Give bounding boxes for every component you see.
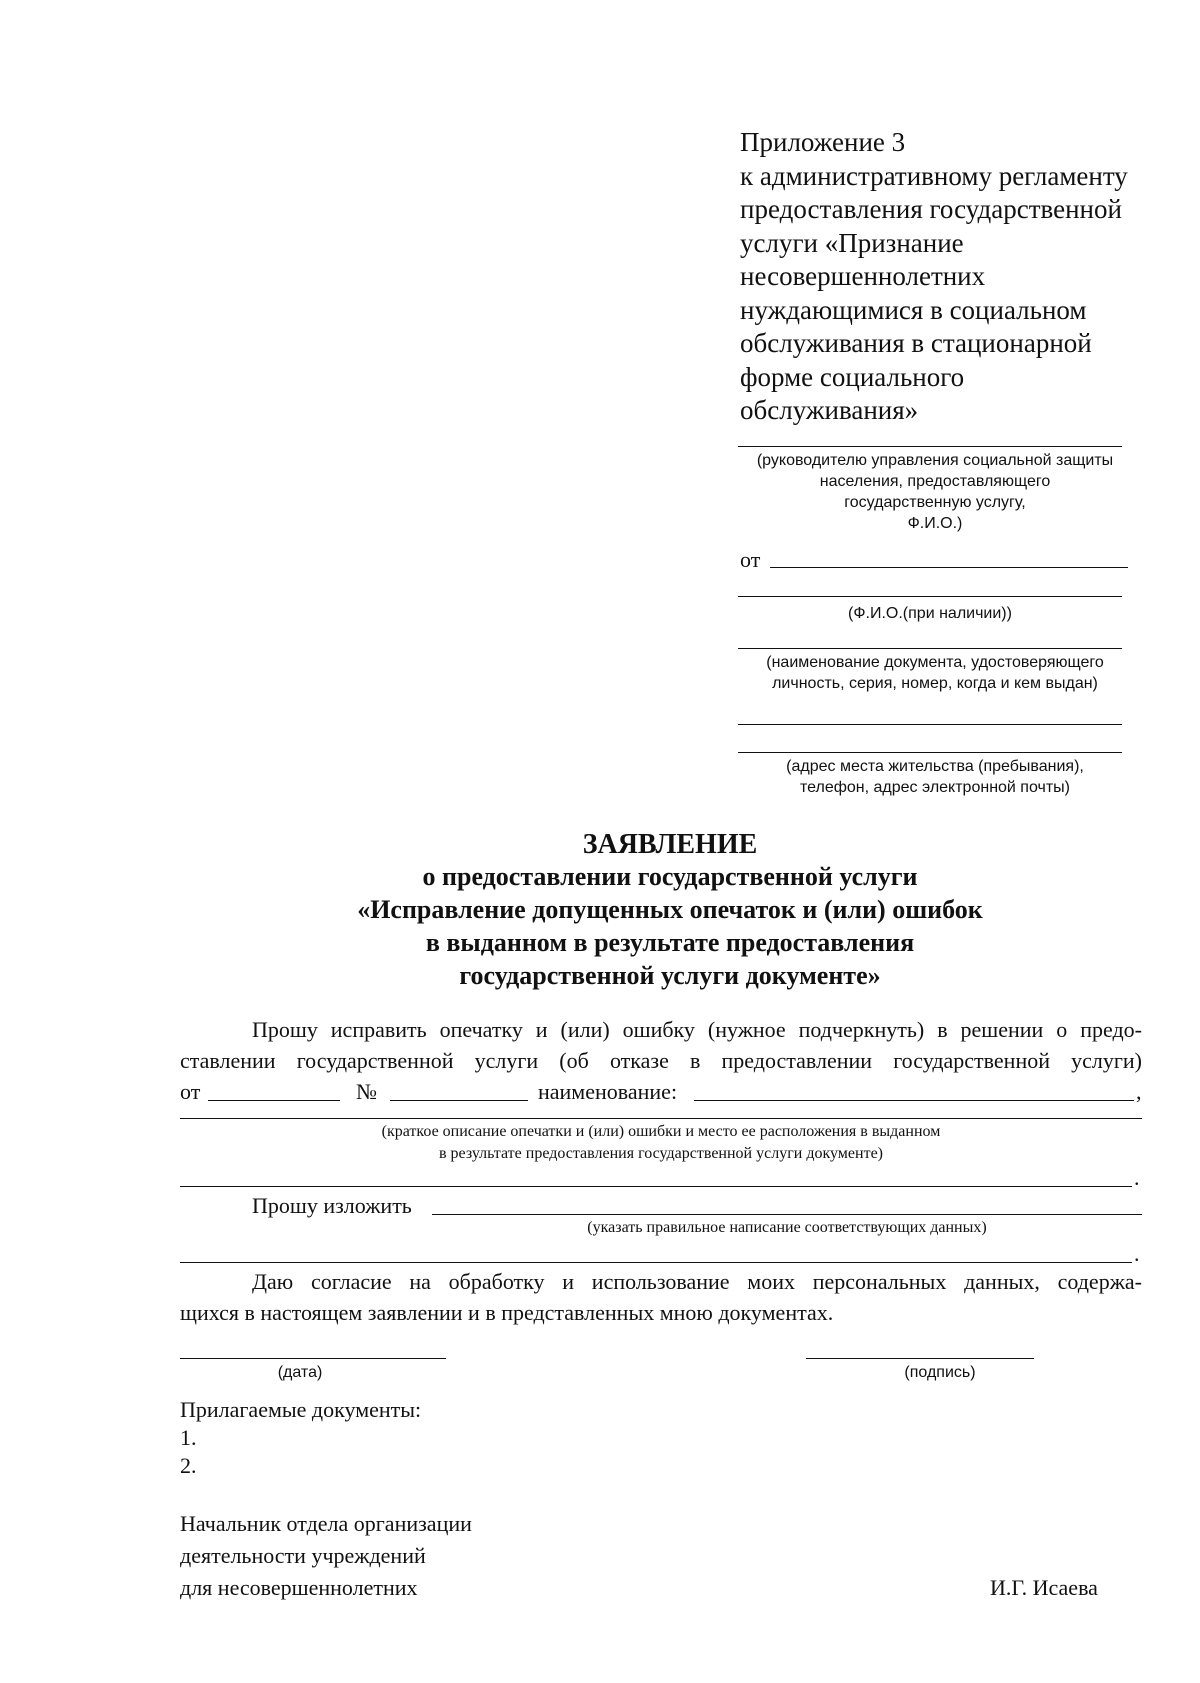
attachment-item-1: 1. — [180, 1425, 197, 1450]
request-date-field[interactable] — [208, 1100, 340, 1101]
signer-position: Начальник отдела организации деятельности учреждений для несовершеннолетних — [180, 1511, 472, 1600]
statement-title — [140, 828, 1200, 862]
title-heading: ЗАЯВЛЕНИЕ — [582, 829, 758, 860]
applicant-from-line[interactable] — [770, 567, 1128, 568]
correction-line-2[interactable] — [180, 1262, 1132, 1263]
subtitle-line: о предоставлении государственной услуги — [422, 862, 918, 891]
correction-period: . — [1134, 1241, 1140, 1266]
id-document-line[interactable] — [738, 648, 1122, 649]
correction-caption: (указать правильное написание соответствующих данных) — [587, 1219, 987, 1236]
correction-field[interactable] — [432, 1214, 1142, 1215]
appendix-line: предоставления государственной — [740, 194, 1122, 224]
appendix-line: услуги «Признание — [740, 227, 964, 258]
appendix-line: к административному регламенту — [740, 160, 1128, 191]
request-number-field[interactable] — [390, 1100, 528, 1101]
subtitle-line: в выданном в результате предоставления — [425, 928, 915, 957]
attachments-heading: Прилагаемые документы: — [180, 1397, 422, 1422]
request-from-label: от — [180, 1079, 201, 1104]
description-line-2[interactable] — [180, 1186, 1132, 1187]
from-label: от — [740, 547, 761, 572]
consent-line-1: Даю согласие на обработку и использование моих персональных данных, содержа- — [252, 1269, 1142, 1294]
appendix-header — [740, 126, 1180, 428]
subtitle-line: «Исправление допущенных опечаток и (или) ошибок — [357, 895, 983, 924]
correction-label: Прошу изложить — [252, 1193, 412, 1218]
request-line-2: ставлении государственной услуги (об отказе в предоставлении государственной услуги) — [180, 1048, 1142, 1073]
description-caption: (краткое описание опечатки и (или) ошибки и место ее расположения в выданном в результате предоставления государственной услуги документе) — [381, 1123, 941, 1162]
address-caption: (адрес места жительства (пребывания), телефон, адрес электронной почты) — [786, 758, 1084, 796]
signature-field[interactable] — [806, 1358, 1034, 1359]
description-period: . — [1134, 1165, 1140, 1190]
appendix-line: обслуживания» — [740, 395, 919, 425]
appendix-line: обслуживания в стационарной — [740, 328, 1092, 358]
request-line-1: Прошу исправить опечатку и (или) ошибку (нужное подчеркнуть) в решении о предо- — [252, 1017, 1142, 1042]
subtitle-line: государственной услуги документе» — [459, 961, 881, 990]
signer-name: И.Г. Исаева — [990, 1575, 1098, 1600]
address-line[interactable] — [738, 752, 1122, 753]
date-caption: (дата) — [277, 1364, 323, 1381]
id-document-caption: (наименование документа, удостоверяющего личность, серия, номер, когда и кем выдан) — [766, 654, 1104, 692]
attachment-item-2: 2. — [180, 1453, 197, 1478]
id-document-line-2[interactable] — [738, 724, 1122, 725]
signature-caption: (подпись) — [904, 1364, 976, 1381]
addressee-caption: (руководителю управления социальной защиты населения, предоставляющего государственную услугу, Ф.И.О.) — [756, 452, 1114, 532]
appendix-line: форме социального — [740, 361, 965, 392]
request-comma: , — [1136, 1079, 1142, 1104]
statement-subtitle — [140, 860, 1200, 992]
applicant-fio-line[interactable] — [738, 596, 1122, 597]
fio-caption: (Ф.И.О.(при наличии)) — [848, 605, 1012, 622]
consent-line-2: щихся в настоящем заявлении и в представленных мною документах. — [180, 1300, 834, 1325]
addressee-blank-line[interactable] — [738, 446, 1122, 447]
appendix-line: несовершеннолетних — [740, 261, 986, 291]
request-name-label: наименование: — [538, 1079, 678, 1104]
appendix-line: Приложение 3 — [740, 127, 906, 157]
appendix-line: нуждающимися в социальном — [740, 294, 1087, 325]
description-line-1[interactable] — [180, 1118, 1142, 1119]
date-field[interactable] — [180, 1358, 446, 1359]
request-name-field[interactable] — [694, 1100, 1134, 1101]
request-number-label: № — [356, 1079, 377, 1104]
